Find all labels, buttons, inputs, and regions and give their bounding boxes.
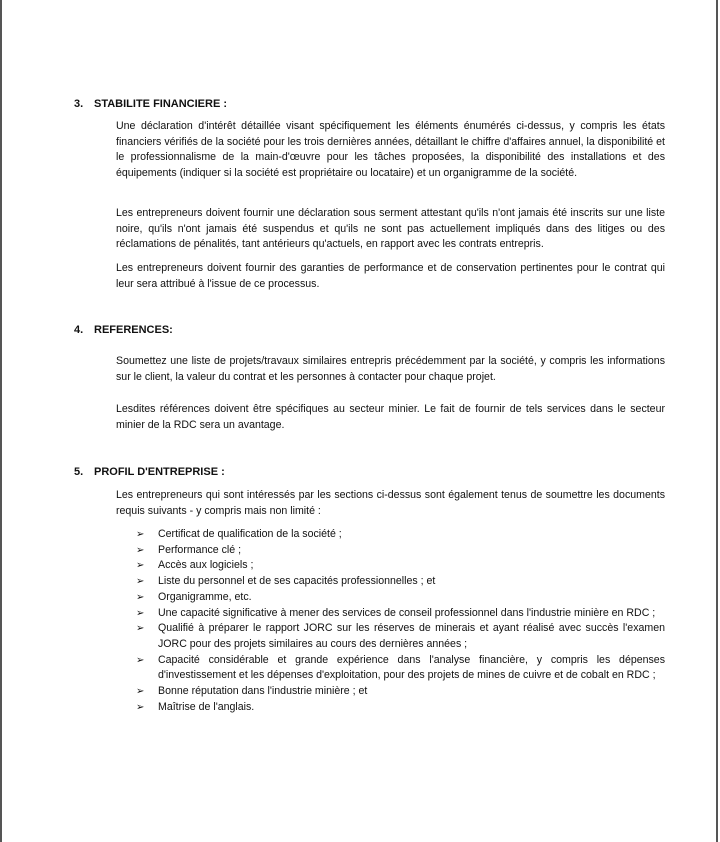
arrow-bullet-icon: ➢	[136, 607, 145, 619]
list-item	[116, 527, 665, 543]
arrow-bullet-icon: ➢	[136, 529, 145, 540]
paragraph: Les entrepreneurs qui sont intéressés par les sections ci-dessus sont également tenus de soumettre les documents requis suivants - y compris mais non limité :	[116, 489, 665, 517]
requirements-list	[116, 527, 665, 715]
list-item	[116, 590, 665, 606]
list-item	[116, 684, 665, 700]
arrow-bullet-icon: ➢	[136, 623, 145, 635]
list-item-text: Performance clé ;	[158, 543, 242, 556]
list-item	[116, 606, 665, 622]
arrow-bullet-icon: ➢	[136, 591, 145, 603]
arrow-bullet-icon: ➢	[136, 686, 145, 698]
list-item	[116, 700, 665, 716]
section-heading-profil-entreprise	[74, 465, 225, 479]
list-item	[116, 574, 665, 590]
arrow-bullet-icon: ➢	[136, 654, 145, 666]
list-item-text: Accès aux logiciels ;	[158, 559, 254, 572]
section-heading-references	[74, 323, 173, 337]
list-item-text: Qualifié à préparer le rapport JORC sur les réserves de minerais et ayant réalisé avec succès l'examen JORC pour des projets similaires au cours des dernières années ;	[158, 622, 665, 650]
list-item	[116, 653, 665, 684]
section-number: 5.	[74, 466, 84, 478]
list-item	[116, 558, 665, 574]
list-item-text: Bonne réputation dans l'industrie minière ; et	[158, 685, 368, 698]
arrow-bullet-icon: ➢	[136, 576, 145, 588]
list-item-text: Certificat de qualification de la société ;	[158, 528, 342, 540]
section-number: 4.	[74, 324, 84, 336]
list-item-text: Organigramme, etc.	[158, 590, 252, 603]
paragraph: Une déclaration d'intérêt détaillée visant spécifiquement les éléments énumérés ci-dessus, y compris les états financiers vérifiés de la société pour les trois dernières années, détaillant le chiffre d'affaires annuel, la disponibilité et le professionnalisme de la main-d'œuvre pour les tâches proposées, la disponibilité des installations et des équipements (indiquer si la société est propriétaire ou locataire) et un organigramme de la société.	[116, 120, 665, 180]
list-item	[116, 621, 665, 652]
arrow-bullet-icon: ➢	[136, 544, 145, 556]
section-title: REFERENCES:	[94, 324, 173, 336]
section-number: 3.	[74, 98, 84, 110]
list-item-text: Liste du personnel et de ses capacités professionnelles ; et	[158, 575, 436, 588]
paragraph: Les entrepreneurs doivent fournir une déclaration sous serment attestant qu'ils n'ont jamais été inscrits sur une liste noire, qu'ils n'ont jamais été suspendus et qu'ils ne sont pas actuellement impliqués dans des litiges ou des réclamations de pénalités, tant antérieurs qu'actuels, en rapport avec les contrats entrepris.	[116, 207, 665, 251]
section-title: PROFIL D'ENTREPRISE :	[94, 466, 225, 478]
paragraph: Lesdites références doivent être spécifiques au secteur minier. Le fait de fournir de tels services dans le secteur minier de la RDC sera un avantage.	[116, 403, 665, 431]
list-item	[116, 543, 665, 559]
paragraph: Les entrepreneurs doivent fournir des garanties de performance et de conservation pertinentes pour le contrat qui leur sera attribué à l'issue de ce processus.	[116, 262, 665, 290]
section-title: STABILITE FINANCIERE :	[94, 98, 228, 110]
list-item-text: Maîtrise de l'anglais.	[158, 700, 255, 713]
list-item-text: Une capacité significative à mener des services de conseil professionnel dans l'industrie minière en RDC ;	[158, 606, 656, 619]
arrow-bullet-icon: ➢	[136, 560, 145, 572]
paragraph: Soumettez une liste de projets/travaux similaires entrepris précédemment par la société, y compris les informations sur le client, la valeur du contrat et les personnes à contacter pour chaque projet.	[116, 355, 665, 383]
section-heading-stabilite-financiere	[74, 97, 227, 111]
arrow-bullet-icon: ➢	[136, 701, 145, 713]
list-item-text: Capacité considérable et grande expérience dans l'analyse financière, y compris les dépenses d'investissement et les dépenses d'exploitation, pour des projets de mines de cuivre et de cobalt en RDC ;	[158, 653, 665, 682]
